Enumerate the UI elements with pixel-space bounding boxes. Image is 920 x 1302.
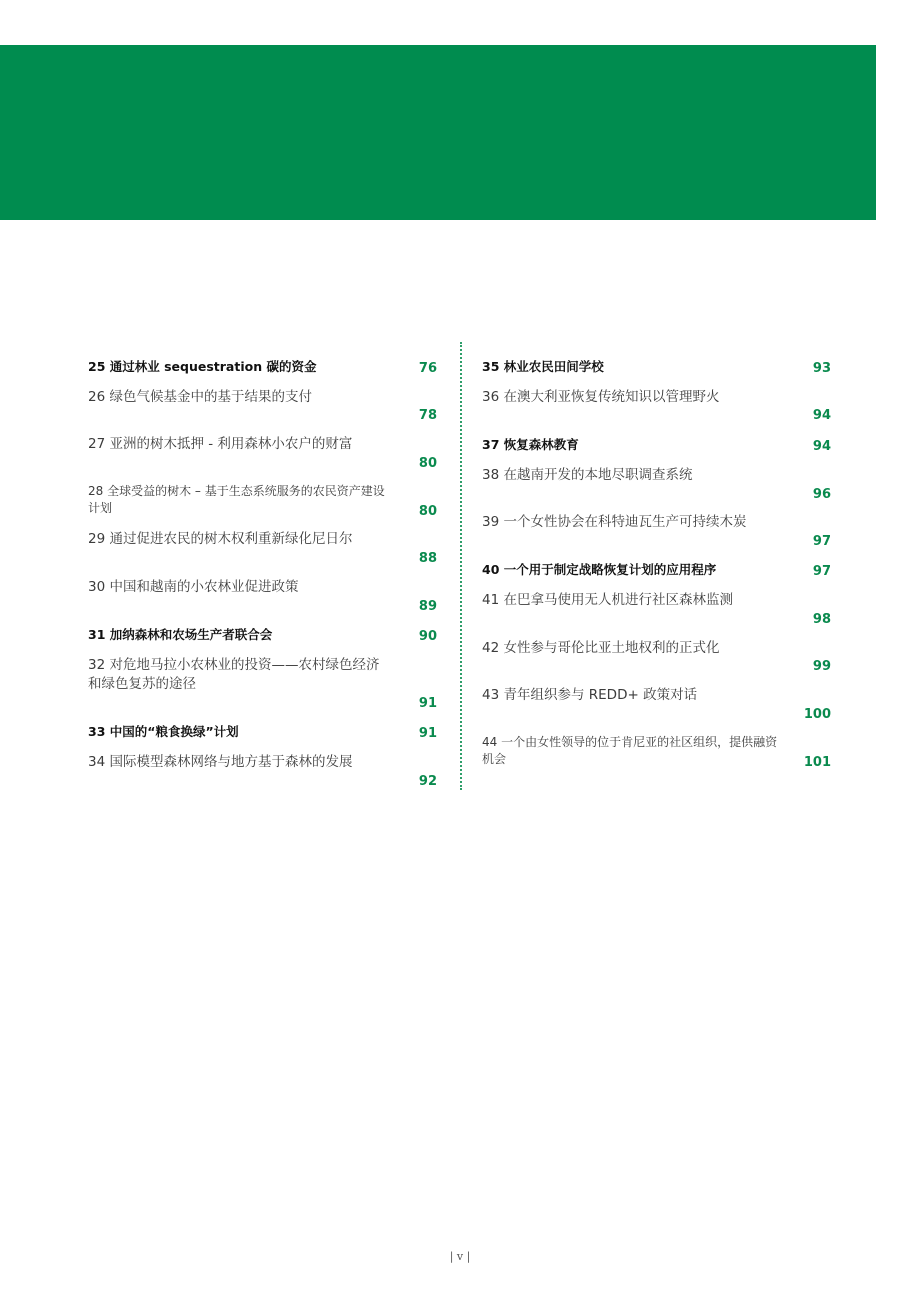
toc-entry-title: 33 中国的“粮食换绿”计划 [88, 724, 239, 739]
toc-entry-title: 35 林业农民田间学校 [482, 359, 604, 374]
toc-entry-page: 78 [418, 408, 437, 423]
toc-entry-title: 41 在巴拿马使用无人机进行社区森林监测 [482, 592, 733, 608]
toc-entry-page: 91 [418, 726, 437, 741]
toc-entry-page: 94 [812, 408, 831, 423]
toc-entry-title: 30 中国和越南的小农林业促进政策 [88, 579, 299, 595]
toc-entry-page: 100 [803, 707, 831, 722]
toc-entry-title: 42 女性参与哥伦比亚土地权利的正式化 [482, 640, 720, 656]
toc-entry-page: 94 [812, 439, 831, 454]
toc-entry-title: 38 在越南开发的本地尽职调查系统 [482, 467, 693, 483]
toc-entry-page: 88 [418, 551, 437, 566]
toc-entry-page: 92 [418, 774, 437, 789]
toc-entry-page: 89 [418, 599, 437, 614]
toc-entry-page: 97 [812, 534, 831, 549]
toc-entry-page: 98 [812, 612, 831, 627]
toc-entry-page: 97 [812, 564, 831, 579]
toc-entry-title: 43 青年组织参与 REDD+ 政策对话 [482, 687, 698, 703]
toc-entry-title: 34 国际模型森林网络与地方基于森林的发展 [88, 754, 353, 770]
toc-entry-title: 39 一个女性协会在科特迪瓦生产可持续木炭 [482, 514, 747, 530]
toc-entry-title: 29 通过促进农民的树木权利重新绿化尼日尔 [88, 531, 353, 547]
toc-entry-title: 27 亚洲的树木抵押 - 利用森林小农户的财富 [88, 436, 353, 452]
column-divider [460, 342, 462, 790]
toc-entry-page: 91 [418, 696, 437, 711]
toc-entry-title: 25 通过林业 sequestration 碳的资金 [88, 359, 317, 374]
toc-entry-page: 99 [812, 659, 831, 674]
toc-entry-page: 76 [418, 361, 437, 376]
toc-entry-page: 96 [812, 487, 831, 502]
toc-entry-title: 28 全球受益的树木 – 基于生态系统服务的农民资产建设计划 [88, 484, 385, 515]
footer-page-number: | v | [449, 1250, 471, 1263]
toc-entry-title: 31 加纳森林和农场生产者联合会 [88, 627, 273, 642]
toc-entry-title: 26 绿色气候基金中的基于结果的支付 [88, 389, 312, 405]
toc-entry-page: 90 [418, 629, 437, 644]
toc-entry-page: 80 [418, 456, 437, 471]
toc-entry-page: 93 [812, 361, 831, 376]
toc-entry-page: 80 [418, 504, 437, 519]
toc-entry-title: 36 在澳大利亚恢复传统知识以管理野火 [482, 389, 720, 405]
toc-entry-title: 44 一个由女性领导的位于肯尼亚的社区组织，提供融资机会 [482, 735, 778, 766]
toc-entry-title: 37 恢复森林教育 [482, 437, 579, 452]
toc-entry-title: 32 对危地马拉小农林业的投资——农村绿色经济和绿色复苏的途径 [88, 657, 380, 692]
toc-entry-title: 40 一个用于制定战略恢复计划的应用程序 [482, 562, 717, 577]
toc-entry-page: 101 [803, 755, 831, 770]
